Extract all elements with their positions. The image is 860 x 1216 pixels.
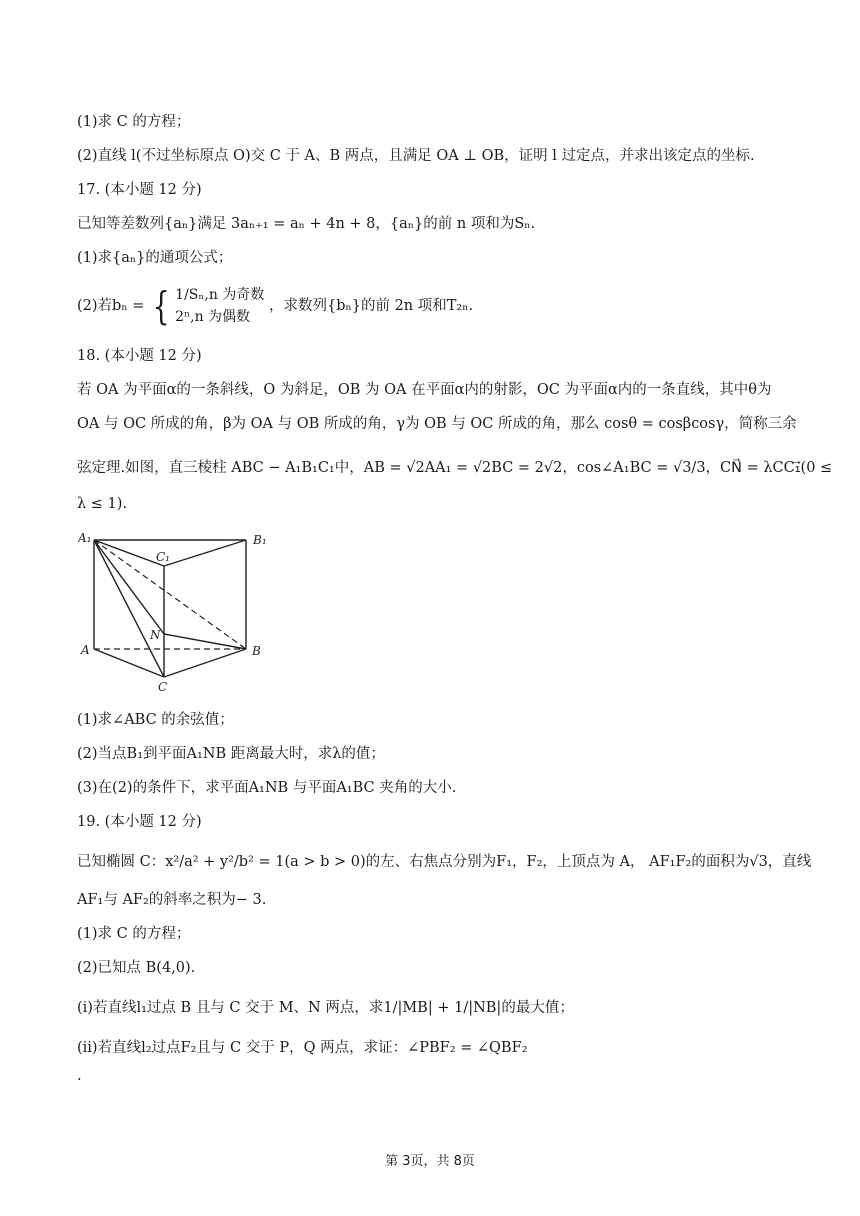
q18-stem-line3: 弦定理.如图，直三棱柱 ABC − A₁B₁C₁中，AB = √2AA₁ = √2BC = 2√2，cos∠A₁BC = √3/3，CN⃗ = λCC₁⃗(0 ≤ — [77, 460, 833, 476]
page-footer: 第 3页，共 8页 — [385, 1154, 475, 1169]
q16-part1: (1)求 C 的方程； — [77, 114, 191, 130]
segment-a1n — [94, 540, 164, 634]
q19-part1: (1)求 C 的方程； — [77, 926, 191, 942]
label-b: B — [252, 644, 261, 658]
q18-heading: 18. (本小题 12 分) — [77, 348, 202, 364]
q18-stem-line4: λ ≤ 1). — [77, 496, 128, 512]
label-a: A — [81, 643, 90, 657]
q17-part2 — [77, 284, 473, 328]
left-brace: { — [152, 284, 170, 328]
edge-ac — [94, 649, 164, 677]
q18-stem-line2: OA 与 OC 所成的角，β为 OA 与 OB 所成的角，γ为 OB 与 OC 所成的角，那么 cosθ = cosβcosγ，简称三余 — [77, 416, 797, 432]
q18-part3: (3)在(2)的条件下，求平面A₁NB 与平面A₁BC 夹角的大小. — [77, 780, 457, 796]
piecewise-definition — [149, 284, 264, 328]
trailing-period: . — [77, 1068, 82, 1084]
q17-stem: 已知等差数列{aₙ}满足 3aₙ₊₁ = aₙ + 4n + 8，{aₙ}的前 n 项和为Sₙ. — [77, 216, 536, 232]
q17-part2-prefix: (2)若bₙ = — [77, 298, 145, 314]
case-odd: 1/Sₙ,n 为奇数 — [175, 287, 265, 303]
q16-part2: (2)直线 l(不过坐标原点 O)交 C 于 A、B 两点，且满足 OA ⊥ OB，证明 l 过定点，并求出该定点的坐标. — [77, 148, 755, 164]
segment-nb — [164, 634, 246, 649]
segment-a1c — [94, 540, 164, 677]
label-c: C — [158, 680, 168, 694]
q17-part2-suffix: ，求数列{bₙ}的前 2n 项和T₂ₙ. — [268, 298, 474, 314]
q19-stem-line1: 已知椭圆 C：x²/a² + y²/b² = 1(a > b > 0)的左、右焦点分别为F₁，F₂，上顶点为 A， AF₁F₂的面积为√3，直线 — [77, 854, 812, 870]
edge-cb — [164, 649, 246, 677]
prism-figure — [78, 528, 278, 696]
q17-part1: (1)求{aₙ}的通项公式； — [77, 250, 233, 266]
q19-heading: 19. (本小题 12 分) — [77, 814, 202, 830]
q19-stem-line2: AF₁与 AF₂的斜率之积为− 3. — [77, 892, 267, 908]
label-n: N — [150, 628, 161, 642]
label-a1: A₁ — [78, 531, 92, 545]
label-c1: C₁ — [156, 550, 170, 564]
q18-stem-line1: 若 OA 为平面α的一条斜线，O 为斜足，OB 为 OA 在平面α内的射影，OC 为平面α内的一条直线，其中θ为 — [77, 382, 772, 398]
segment-a1b-dashed — [94, 540, 246, 649]
q19-part2-i: (ⅰ)若直线l₁过点 B 且与 C 交于 M、N 两点，求1/|MB| + 1/|NB|的最大值； — [77, 1000, 574, 1016]
q18-part2: (2)当点B₁到平面A₁NB 距离最大时，求λ的值； — [77, 746, 385, 762]
edge-c1b1 — [164, 540, 246, 566]
case-even: 2ⁿ,n 为偶数 — [175, 309, 251, 325]
q19-part2-ii: (ⅱ)若直线l₂过点F₂且与 C 交于 P，Q 两点，求证：∠PBF₂ = ∠QBF₂ — [77, 1040, 528, 1056]
q19-part2: (2)已知点 B(4,0). — [77, 960, 196, 976]
label-b1: B₁ — [253, 533, 267, 547]
q17-heading: 17. (本小题 12 分) — [77, 182, 202, 198]
q18-part1: (1)求∠ABC 的余弦值； — [77, 712, 234, 728]
cases — [175, 284, 264, 328]
